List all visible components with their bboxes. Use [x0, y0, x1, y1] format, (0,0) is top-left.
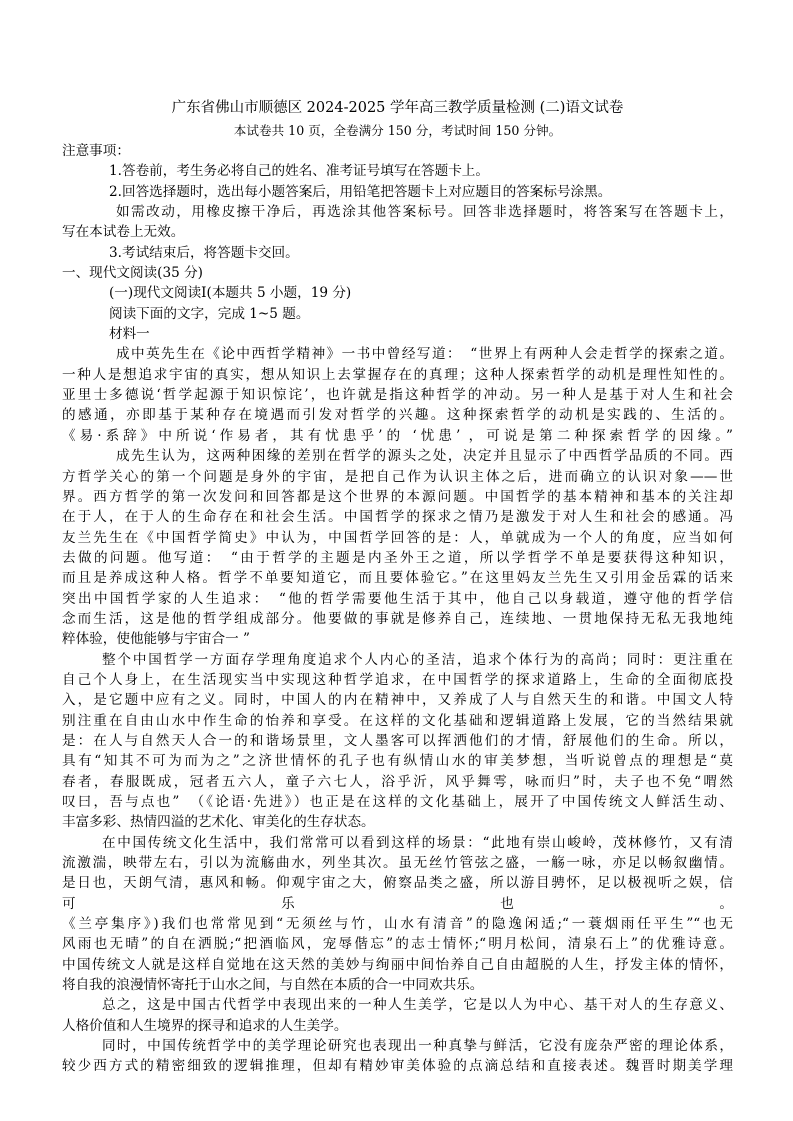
paragraph-2	[62, 446, 733, 649]
material-label: 材料一	[109, 326, 150, 343]
reading-instruction: 阅读下面的文字，完成 1~5 题。	[109, 305, 310, 322]
text-line: 一种人是想追求宇宙的真实，想从知识上去掌握存在的真理；这种人探索哲学的动机是理性知性的。	[62, 366, 733, 383]
text-line: 风雨也无晴”的自在洒脱;“把酒临风，宠辱偕忘”的志士情怀;“明月松间，清泉石上”的优雅诗意。	[62, 936, 733, 953]
exam-info: 本试卷共 10 页，全卷满分 150 分，考试时间 150 分钟。	[233, 123, 562, 138]
text-line: 在于人，在于人的生命存在和社会生活。中国哲学的探求之情乃是激发于对人生和社会的感通。冯	[62, 509, 733, 526]
note-2-continued: 如需改动，用橡皮擦干净后，再选涂其他答案标号。回答非选择题时，将答案写在答题卡上，	[116, 204, 733, 221]
text-line: 而且是养成这种人格。哲学不单要知道它，而且要体验它。”在这里妈友兰先生又引用金岳霖的话来	[62, 570, 733, 587]
text-line: 念而生活，这是他的哲学组成部分。他要做的事就是修养自己，连续地、一贯地保持无私无我地纯	[62, 610, 733, 627]
spread-char: 也	[500, 895, 514, 912]
text-line: 自己个人身上，在生活现实当中实现这种哲学追求，在中国哲学的探求道路上，生命的全面彻底投	[62, 671, 733, 688]
text-line: 别注重在自由山水中作生命的怡养和享受。在这样的文化基础和逻辑道路上发展，它的当然结果就	[62, 712, 733, 729]
text-line: 叹曰，吾与点也” （《论语·先进》）也正是在这样的文化基础上，展开了中国传统文人鲜活生动、	[62, 794, 733, 810]
text-line: 将自我的浪漫情怀寄托于山水之间，与自然在本质的合一中同欢共乐。	[62, 977, 484, 994]
text-line: 具有“知其不可为而为之”之济世情怀的孔子也有纵情山水的审美梦想，当听说曾点的理想是“莫	[62, 753, 733, 770]
text-line: 界。西方哲学的第一次发问和回答都是这个世界的本源问题。中国哲学的基本精神和基本的关注却	[62, 488, 733, 505]
text-line: 入，是它题中应有之义。同时，中国人的内在精神中，又养成了人与自然天生的和谐。中国文人特	[62, 692, 733, 709]
text-line: 整个中国哲学一方面存学理角度追求个人内心的圣洁，追求个体行为的高尚；同时：更注重在	[102, 651, 733, 668]
note-2-end: 写在本试卷上无效。	[62, 224, 185, 241]
paragraph-1	[62, 344, 733, 446]
note-2: 2.回答选择题时，选出每小题答案后，用铅笔把答题卡上对应题目的答案标号涂黑。	[109, 183, 612, 200]
text-line: 同时，中国传统哲学中的美学理论研究也表现出一种真挚与鲜活，它没有庞杂严密的理论体系，	[102, 1038, 733, 1055]
text-line: 春者，春服既成，冠者五六人，童子六七人，浴乎沂，风乎舞雩，咏而归”时，夫子也不免“喟然	[62, 773, 733, 790]
text-line: 成中英先生在《论中西哲学精神》一书中曾经写道： “世界上有两种人会走哲学的探索之道。	[116, 346, 733, 363]
paragraph-5	[62, 995, 733, 1036]
text-line: 总之，这是中国古代哲学中表现出来的一种人生美学，它是以人为中心、基干对人的生存意义、	[102, 997, 733, 1014]
text-line: 流激湍，映带左右，引以为流觞曲水，列坐其次。虽无丝竹管弦之盛，一觞一咏，亦足以畅叙幽情。	[62, 855, 733, 872]
text-line: 亚里士多德说‘哲学起源于知识惊诧’，也许就是指这种哲学的冲动。另一种人是基于对人生和社会	[62, 387, 733, 404]
section-heading: 一、现代文阅读(35 分)	[62, 265, 203, 282]
text-line: 人格价值和人生境界的探寻和追求的人生美学。	[62, 1017, 348, 1034]
text-line: 突出中国哲学家的人生追求： “他的哲学需要他生活于其中，他自己以身载道，遵守他的哲学信	[62, 590, 733, 607]
text-line: 粹体验，使他能够与宇宙合一 ”	[62, 631, 250, 648]
exam-page	[62, 97, 733, 1077]
spread-char: 乐	[281, 895, 295, 912]
text-line: 的感通，亦即基于某种存在境遇而引发对哲学的兴趣。这种探索哲学的动机是实践的、生活的。	[62, 407, 733, 424]
notes-heading: 注意事项：	[62, 143, 130, 159]
text-line: 《兰亭集序》)我们也常常见到“无须丝与竹，山水有清音”的隐逸闲适;“一蓑烟雨任平生”“也无	[62, 916, 733, 933]
paragraph-3	[62, 650, 733, 833]
spread-char: 。	[719, 895, 733, 912]
text-line: 是：在人与自然天人合一的和谐场景里，文人墨客可以挥洒他们的才情，舒展他们的生命。所以，	[62, 732, 733, 749]
spread-char: 可	[62, 895, 76, 912]
text-line: 方哲学关心的第一个问题是身外的宇宙，是把自己作为认识主体之后，进而确立的认识对象——世	[62, 468, 733, 485]
text-line: 在中国传统文化生活中，我们常常可以看到这样的场景：“此地有崇山峻岭，茂林修竹，又有清	[102, 834, 733, 851]
text-line: 是日也，天朗气清，惠风和畅。仰观宇宙之大，俯察品类之盛，所以游目骋怀，足以极视听之娱，信	[62, 875, 733, 892]
subsection-heading: (一)现代文阅读Ⅰ(本题共 5 小题，19 分)	[109, 285, 352, 302]
text-line: 成先生认为，这两种困缘的差别在哲学的源头之处，决定并且显示了中西哲学品质的不同。西	[116, 448, 733, 465]
text-line: 较少西方式的精密细致的逻辑推理，但却有精妙审美体验的点滴总结和直接表述。魏晋时期美学理	[62, 1058, 733, 1075]
text-line: 《易·系辞》中所说‘作易者，其有忧患乎’的 ‘忧患’ ，可说是第二种探索哲学的因缘。”	[62, 427, 733, 444]
text-line: 丰富多彩、热情四溢的艺术化、审美化的生存状态。	[62, 814, 375, 831]
page-title: 广东省佛山市顺德区 2024-2025 学年高三教学质量检测 (二)语文试卷	[171, 100, 624, 116]
note-3: 3.考试结束后，将答题卡交回。	[109, 244, 299, 261]
paragraph-4	[62, 833, 733, 996]
spread-text-line	[62, 894, 733, 914]
text-line: 去做的问题。他写道： “由于哲学的主题是内圣外王之道，所以学哲学不单是要获得这种知识，	[62, 549, 733, 566]
text-line: 友兰先生在《中国哲学简史》中认为，中国哲学回答的是：人，单就成为一个人的角度，应当如何	[62, 529, 733, 546]
paragraph-6	[62, 1036, 733, 1077]
note-1: 1.答卷前，考生务必将自己的姓名、准考证号填写在答题卡上。	[109, 163, 489, 180]
text-line: 中国传统文人就是这样自觉地在这天然的美妙与绚丽中间怡养自己自由超脱的人生，抒发主体的情怀，	[62, 956, 733, 973]
